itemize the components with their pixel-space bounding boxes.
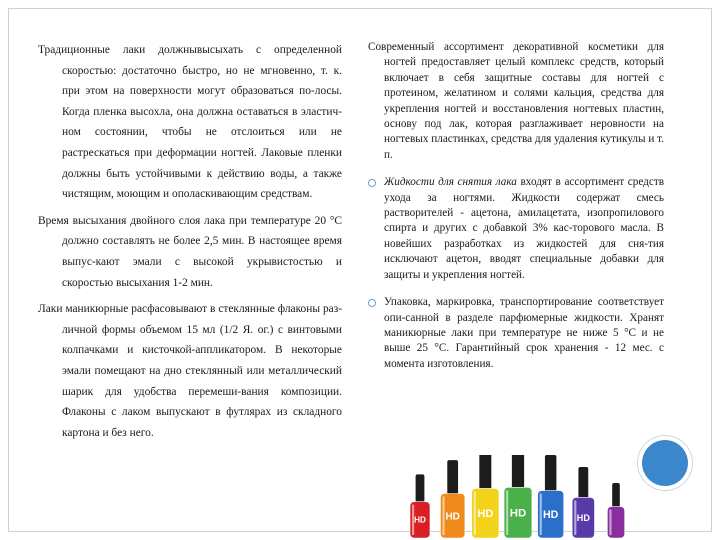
bullet-icon [368, 179, 376, 187]
bottle-highlight [540, 494, 542, 535]
bottle-cap [447, 460, 458, 495]
bottle-brand-label: HD [576, 512, 590, 523]
bottle-brand-label: HD [509, 507, 527, 520]
decorative-circle-icon [642, 440, 688, 486]
nail-polish-bottles-image [410, 455, 632, 540]
bottle-highlight [474, 491, 476, 535]
list-item-remover [368, 175, 664, 283]
bottle-brand-label: HD [414, 515, 426, 525]
remover-term: Жидкости для снятия лака [384, 176, 517, 189]
left-column [38, 40, 342, 449]
bottle-brand-label: HD [445, 511, 460, 523]
paragraph-drying-time: Время высыхания двойного слоя лака при температуре 20 °С должно составлять не более 2,5 мин. В настоящее время выпус-кают эмали с высокой укрывистостью и скоростью высыхания 1-2 мин. [38, 214, 342, 289]
right-column [368, 40, 664, 384]
text-fade-overlay [380, 438, 540, 452]
paragraph-drying: Традиционные лаки должнывысыхать с определенной скоростью: достаточно быстро, но не мгновенно, т. к. при этом на поверхности могут образоваться по-лосы. Когда пленка высохла, она должна оставаться в эластич-ном состоянии, чтобы не отслоиться или не растрескаться при деформации ногтей. Лаковые пленки должны быть устойчивыми к действию воды, а также чистящим, моющим и ополаскивающим средствам. [38, 44, 342, 201]
bottle-cap [416, 474, 425, 502]
bottle-cap [545, 455, 556, 492]
bottle-brand-label: HD [542, 509, 559, 522]
list-item-storage [368, 295, 664, 372]
bottle-cap [578, 467, 588, 499]
paragraph-assortment: Современный ассортимент декоративной косметики для ногтей предоставляет целый комплекс средств, который включает в себя защитные составы для ногтей с протеином, желатином и солями кальция, средства для укрепления ногтей и восстановления ногтевых пластин, основу под лак, которая разглаживает неровности на ногтевых пластинках, средства для удаления кутикулы и т. п. [368, 41, 664, 161]
bottle-cap [612, 483, 620, 508]
bottle-cap [479, 455, 491, 490]
bottle-highlight [609, 510, 611, 535]
bottle-highlight [442, 496, 444, 535]
storage-description: Упаковка, маркировка, транспортирование соответствует опи-санной в разделе парфюмерные жидкости. Хранят маникюрные лаки при температуре не ниже 5 °С и не выше 25 °С. Гарантийный срок хранения - 12 мес. с момента изготовления. [384, 296, 664, 370]
remover-description: входят в ассортимент средств ухода за ногтями. Жидкости содержат смесь растворителей - ацетона, амилацетата, изопропилового спирта и других с добавкой 3% кас-торового масла. В новейших разработках из жидкостей для сня-тия исключают ацетон, вводят специальные добавки для защиты и укрепления ногтей. [384, 176, 665, 281]
bottle-cap [512, 455, 524, 489]
paragraph-packaging: Лаки маникюрные расфасовывают в стеклянные флаконы раз-личной формы объемом 15 мл (1/2 Я. ог.) с винтовыми колпачками и кисточкой-аппликатором. В некоторые эмали помещают на дно стеклянный или металлический шарик для удобства перемеши-вания композиции. Флаконы с лаком выпускают в футлярах из складного картона и без него. [38, 303, 342, 439]
bottle-highlight [506, 490, 508, 535]
bottle-brand-label: HD [477, 508, 494, 521]
bullet-icon [368, 299, 376, 307]
